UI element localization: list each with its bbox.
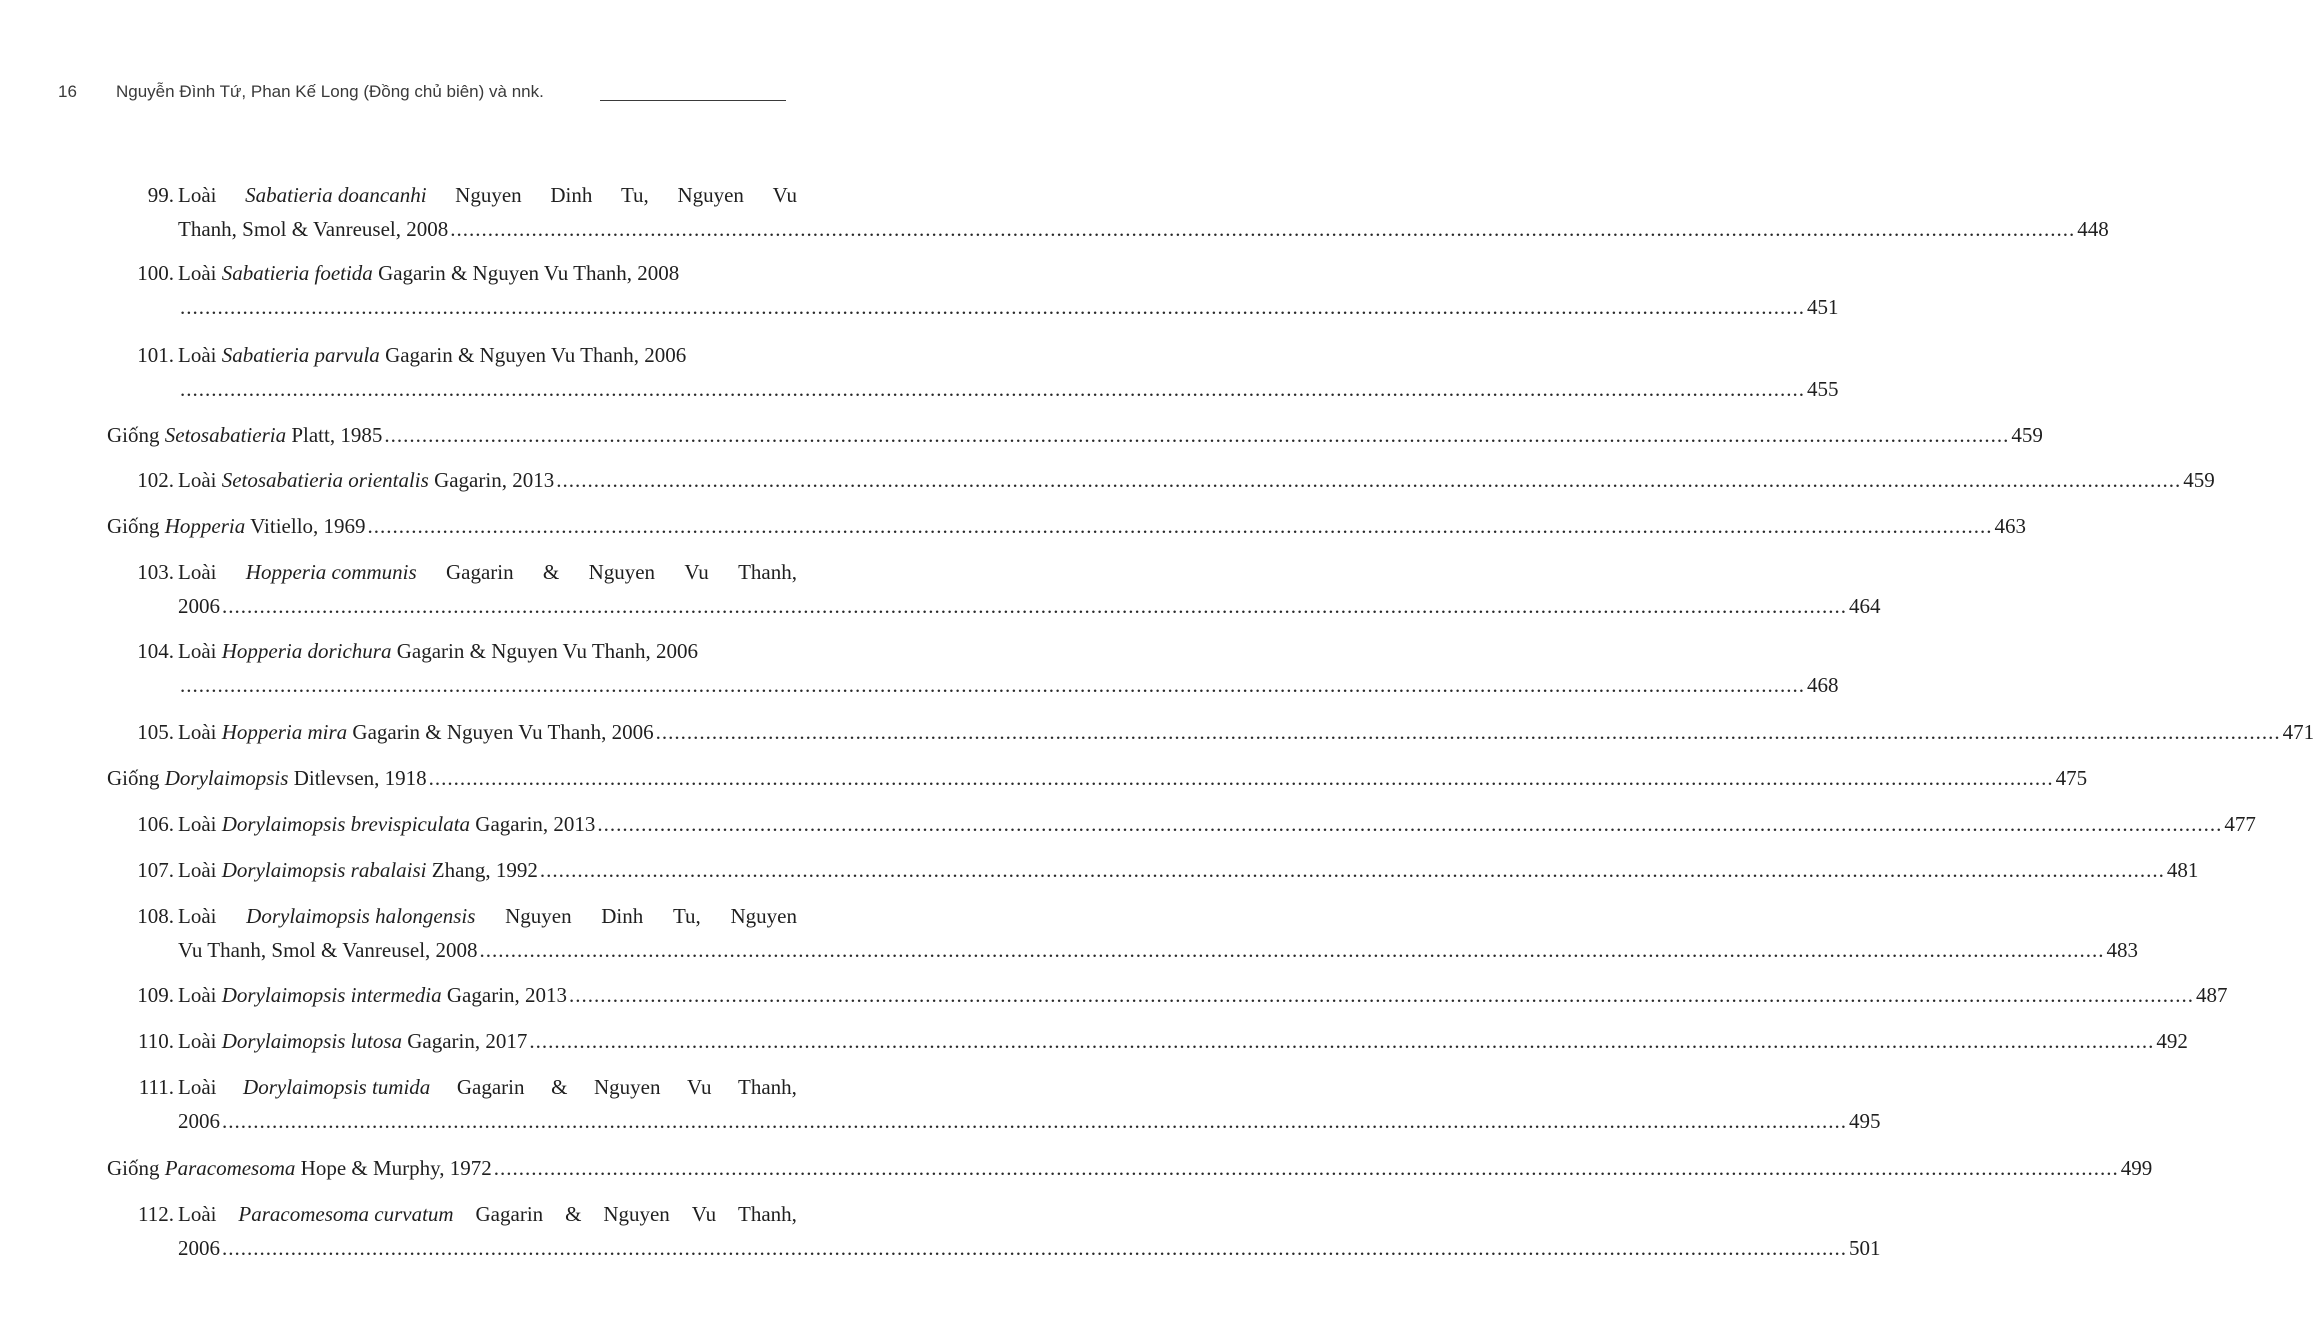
entry-text	[178, 256, 679, 290]
species-name: Dorylaimopsis intermedia	[221, 983, 442, 1007]
dot-leader: ....................................................................................................................................................................................................................................................................	[222, 1109, 1847, 1133]
species-entry	[138, 1070, 1881, 1138]
prefix: Loài	[178, 343, 217, 367]
entry-text	[107, 509, 366, 543]
toc-line	[178, 290, 1839, 324]
word: Nguyen	[677, 183, 744, 207]
entry-number: 99.	[147, 183, 174, 207]
page-ref: 481	[2166, 858, 2199, 882]
word: Vu	[687, 1075, 712, 1099]
page-ref: 459	[2011, 423, 2043, 447]
continuation: Thanh, Smol & Vanreusel, 2008	[178, 217, 449, 241]
entry-number: 107.	[137, 858, 174, 882]
dot-leader: ....................................................................................................................................................................................................................................................................	[569, 983, 2195, 1007]
species-entry	[147, 178, 2109, 246]
word: Vu	[684, 560, 709, 584]
leader-line	[178, 1231, 1881, 1265]
word: Gagarin	[445, 560, 514, 584]
page-ref: 477	[2224, 812, 2256, 836]
page-ref: 463	[1994, 514, 2027, 538]
genus-entry	[107, 761, 2088, 795]
continuation: 2006	[178, 594, 220, 618]
species-name: Sabatieria foetida	[221, 261, 373, 285]
word: Vu	[691, 1202, 717, 1226]
entry-text	[178, 1231, 220, 1265]
species-name: Hopperia mira	[221, 720, 348, 744]
leader-line	[107, 761, 2088, 795]
entry-number: 101.	[137, 343, 174, 367]
leader-line	[178, 668, 1839, 702]
prefix: Loài	[178, 858, 217, 882]
page-ref: 475	[2055, 766, 2088, 790]
justified-words	[178, 178, 797, 212]
leader-line	[178, 372, 1839, 406]
prefix: Loài	[178, 468, 217, 492]
prefix: Loài	[178, 983, 217, 1007]
dot-leader: ....................................................................................................................................................................................................................................................................	[493, 1156, 2119, 1180]
genus-label: Giống	[107, 514, 160, 538]
toc-line	[178, 555, 797, 589]
entry-number: 112.	[138, 1202, 174, 1226]
toc-line	[178, 178, 797, 212]
dot-leader: ....................................................................................................................................................................................................................................................................	[539, 858, 2165, 882]
word: Gagarin	[456, 1075, 525, 1099]
toc-line	[178, 715, 2314, 749]
word: Nguyen	[593, 1075, 661, 1099]
justified-words	[178, 899, 797, 933]
toc-line	[178, 589, 1881, 623]
species-entry	[137, 338, 1839, 406]
entry-text	[178, 715, 654, 749]
word: &	[551, 1075, 568, 1099]
toc-line	[178, 634, 797, 668]
toc-line	[178, 1231, 1881, 1265]
header-rule	[600, 100, 786, 101]
toc-line	[178, 372, 1839, 406]
leader-line	[178, 978, 2228, 1012]
word: Dinh	[601, 904, 644, 928]
word: Thanh,	[738, 560, 797, 584]
word: Loài	[178, 183, 217, 207]
dot-leader: ....................................................................................................................................................................................................................................................................	[556, 468, 2182, 492]
dot-leader: ....................................................................................................................................................................................................................................................................	[479, 938, 2105, 962]
leader-line	[178, 853, 2199, 887]
species-entry	[138, 1024, 2188, 1058]
page-ref: 471	[2282, 720, 2314, 744]
species-entry	[137, 715, 2314, 749]
species-name: Paracomesoma curvatum	[238, 1202, 454, 1226]
toc-line	[107, 1151, 2153, 1185]
entry-text	[178, 853, 538, 887]
toc-line	[178, 1024, 2188, 1058]
dot-leader: ....................................................................................................................................................................................................................................................................	[655, 720, 2281, 744]
word: &	[542, 560, 560, 584]
species-name: Hopperia dorichura	[221, 639, 392, 663]
prefix: Loài	[178, 812, 217, 836]
prefix: Loài	[178, 261, 217, 285]
species-authors: Gagarin & Nguyen Vu Thanh, 2006	[396, 639, 698, 663]
page-ref: 468	[1807, 673, 1839, 697]
word: Loài	[178, 1202, 217, 1226]
word: Tu,	[672, 904, 701, 928]
word: Loài	[178, 1075, 217, 1099]
continuation: Vu Thanh, Smol & Vanreusel, 2008	[178, 938, 478, 962]
leader-line	[178, 463, 2215, 497]
species-authors: Gagarin, 2013	[446, 983, 568, 1007]
dot-leader: ....................................................................................................................................................................................................................................................................	[180, 377, 1805, 401]
toc-line	[178, 256, 797, 290]
dot-leader: ....................................................................................................................................................................................................................................................................	[428, 766, 2054, 790]
entry-number: 108.	[137, 904, 174, 928]
entry-text	[178, 1104, 220, 1138]
dot-leader: ....................................................................................................................................................................................................................................................................	[450, 217, 2076, 241]
word: Thanh,	[738, 1202, 797, 1226]
species-entry	[137, 978, 2228, 1012]
species-name: Hopperia communis	[245, 560, 417, 584]
genus-entry	[107, 418, 2043, 452]
dot-leader: ....................................................................................................................................................................................................................................................................	[529, 1029, 2155, 1053]
entry-text	[178, 212, 448, 246]
justified-words	[178, 1197, 797, 1231]
word: &	[565, 1202, 582, 1226]
species-name: Dorylaimopsis halongensis	[246, 904, 476, 928]
page-ref: 451	[1807, 295, 1839, 319]
page-ref: 499	[2120, 1156, 2153, 1180]
prefix: Loài	[178, 720, 217, 744]
toc-line	[178, 668, 1839, 702]
leader-line	[178, 807, 2256, 841]
species-entry	[137, 899, 2139, 967]
species-entry	[138, 1197, 1881, 1265]
word: Gagarin	[475, 1202, 544, 1226]
genus-authors: Platt, 1985	[291, 423, 383, 447]
entry-text	[178, 1024, 527, 1058]
entry-text	[178, 589, 220, 623]
entry-number: 110.	[138, 1029, 174, 1053]
species-authors: Zhang, 1992	[431, 858, 538, 882]
species-authors: Gagarin & Nguyen Vu Thanh, 2006	[352, 720, 654, 744]
dot-leader: ....................................................................................................................................................................................................................................................................	[367, 514, 1993, 538]
genus-label: Giống	[107, 423, 160, 447]
word: Loài	[178, 560, 217, 584]
toc-line	[178, 899, 797, 933]
page-ref: 455	[1807, 377, 1839, 401]
leader-line	[178, 212, 2109, 246]
species-name: Sabatieria parvula	[221, 343, 380, 367]
entry-number: 103.	[137, 560, 174, 584]
running-title: Nguyễn Đình Tứ, Phan Kế Long (Đồng chủ biên) và nnk.	[116, 82, 544, 101]
dot-leader: ....................................................................................................................................................................................................................................................................	[180, 673, 1805, 697]
toc-line	[178, 338, 797, 372]
toc-line	[178, 1104, 1881, 1138]
genus-authors: Ditlevsen, 1918	[293, 766, 427, 790]
species-authors: Gagarin & Nguyen Vu Thanh, 2008	[378, 261, 680, 285]
toc-line	[107, 418, 2043, 452]
species-entry	[137, 807, 2256, 841]
species-name: Dorylaimopsis brevispiculata	[221, 812, 471, 836]
entry-number: 104.	[137, 639, 174, 663]
page-ref: 487	[2196, 983, 2228, 1007]
species-entry	[137, 853, 2199, 887]
word: Nguyen	[588, 560, 656, 584]
leader-line	[107, 509, 2027, 543]
prefix: Loài	[178, 1029, 217, 1053]
word: Dinh	[550, 183, 593, 207]
word: Nguyen	[603, 1202, 670, 1226]
running-header	[0, 80, 827, 110]
entry-text	[107, 1151, 492, 1185]
species-authors: Gagarin & Nguyen Vu Thanh, 2006	[385, 343, 687, 367]
toc-line	[178, 212, 2109, 246]
page-ref: 501	[1849, 1236, 1881, 1260]
toc-line	[178, 933, 2139, 967]
entry-text	[178, 338, 686, 372]
entry-number: 106.	[137, 812, 174, 836]
genus-name: Setosabatieria	[164, 423, 287, 447]
word: Nguyen	[730, 904, 797, 928]
genus-authors: Hope & Murphy, 1972	[300, 1156, 492, 1180]
entry-number: 109.	[137, 983, 174, 1007]
entry-number: 100.	[137, 261, 174, 285]
leader-line	[178, 1104, 1881, 1138]
species-name: Dorylaimopsis tumida	[243, 1075, 431, 1099]
genus-entry	[107, 1151, 2153, 1185]
species-entry	[137, 256, 1839, 324]
entry-number: 102.	[137, 468, 174, 492]
entry-text	[178, 807, 595, 841]
toc-line	[178, 853, 2199, 887]
toc-line	[178, 1197, 797, 1231]
page-ref: 483	[2106, 938, 2139, 962]
page-ref: 448	[2077, 217, 2109, 241]
genus-name: Hopperia	[164, 514, 246, 538]
page-ref: 459	[2183, 468, 2215, 492]
word: Nguyen	[455, 183, 522, 207]
species-entry	[137, 634, 1839, 702]
continuation: 2006	[178, 1109, 220, 1133]
entry-number: 105.	[137, 720, 174, 744]
word: Thanh,	[738, 1075, 797, 1099]
toc-line	[107, 761, 2088, 795]
species-name: Dorylaimopsis lutosa	[221, 1029, 402, 1053]
dot-leader: ....................................................................................................................................................................................................................................................................	[222, 594, 1847, 618]
word: Loài	[178, 904, 217, 928]
entry-text	[107, 761, 427, 795]
species-authors: Gagarin, 2013	[475, 812, 596, 836]
leader-line	[178, 933, 2139, 967]
leader-line	[178, 589, 1881, 623]
toc-line	[178, 463, 2215, 497]
page-ref: 495	[1849, 1109, 1881, 1133]
species-name: Sabatieria doancanhi	[245, 183, 427, 207]
justified-words	[178, 555, 797, 589]
entry-text	[107, 418, 382, 452]
entry-number: 111.	[138, 1075, 174, 1099]
continuation: 2006	[178, 1236, 220, 1260]
species-authors: Gagarin, 2013	[434, 468, 555, 492]
leader-line	[107, 418, 2043, 452]
page-ref: 464	[1849, 594, 1881, 618]
dot-leader: ....................................................................................................................................................................................................................................................................	[222, 1236, 1847, 1260]
entry-text	[178, 463, 554, 497]
word: Nguyen	[505, 904, 572, 928]
page-number: 16	[58, 82, 77, 101]
entry-text	[178, 978, 567, 1012]
toc-line	[178, 807, 2256, 841]
dot-leader: ....................................................................................................................................................................................................................................................................	[597, 812, 2223, 836]
dot-leader: ....................................................................................................................................................................................................................................................................	[180, 295, 1805, 319]
entry-text	[178, 933, 478, 967]
species-authors: Gagarin, 2017	[407, 1029, 528, 1053]
entry-text	[178, 634, 698, 668]
genus-label: Giống	[107, 1156, 160, 1180]
justified-words	[178, 1070, 797, 1104]
species-entry	[137, 463, 2215, 497]
leader-line	[107, 1151, 2153, 1185]
leader-line	[178, 290, 1839, 324]
dot-leader: ....................................................................................................................................................................................................................................................................	[384, 423, 2010, 447]
species-name: Dorylaimopsis rabalaisi	[221, 858, 427, 882]
genus-name: Paracomesoma	[164, 1156, 296, 1180]
word: Vu	[772, 183, 797, 207]
leader-line	[178, 715, 2314, 749]
genus-name: Dorylaimopsis	[164, 766, 289, 790]
genus-entry	[107, 509, 2027, 543]
toc-line	[178, 1070, 797, 1104]
word: Tu,	[620, 183, 649, 207]
genus-label: Giống	[107, 766, 160, 790]
genus-authors: Vitiello, 1969	[250, 514, 366, 538]
page-ref: 492	[2156, 1029, 2188, 1053]
species-name: Setosabatieria orientalis	[221, 468, 429, 492]
species-entry	[137, 555, 1881, 623]
toc-line	[107, 509, 2027, 543]
leader-line	[178, 1024, 2188, 1058]
toc-line	[178, 978, 2228, 1012]
prefix: Loài	[178, 639, 217, 663]
